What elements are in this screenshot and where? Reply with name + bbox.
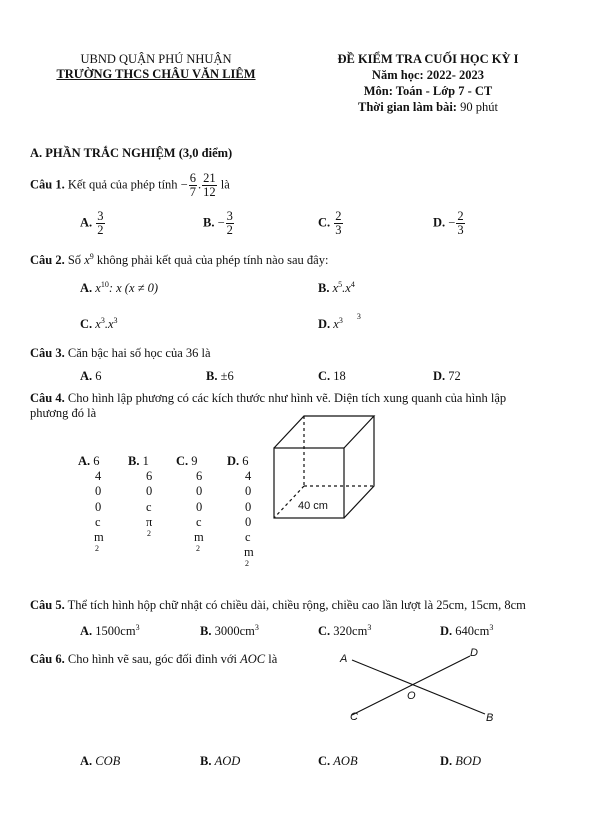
q6-option-c[interactable]: C. AOB xyxy=(318,754,358,768)
question-label: Câu 1. xyxy=(30,177,65,192)
school-year: Năm học: 2022- 2023 xyxy=(371,68,485,82)
question-text: Kết quả của phép tính xyxy=(67,177,178,192)
question-2: Câu 2. Số $x^9$ không phải kết quả của phép tính nào sau đây: xyxy=(30,252,329,268)
point-d-label: D xyxy=(470,648,478,659)
time-limit xyxy=(306,100,550,115)
question-label: Câu 2. xyxy=(30,253,65,268)
question-3: Câu 3. Căn bậc hai số học của 36 là xyxy=(30,346,211,360)
exam-title: ĐỀ KIỂM TRA CUỐI HỌC KỲ I xyxy=(337,52,519,66)
q3-option-c[interactable]: C. 18 xyxy=(318,369,346,383)
q4-option-b[interactable]: B. 1 6 0 c π 2 xyxy=(128,454,153,539)
question-label: Câu 6. xyxy=(30,652,65,666)
expr-sign: − xyxy=(180,177,188,192)
school-district: UBND QUẬN PHÚ NHUẬN xyxy=(80,52,232,66)
q4-option-a[interactable]: A. 6 4 0 0 c m 2 xyxy=(78,454,104,554)
q5-option-a[interactable]: A. $1500cm^3$ xyxy=(80,623,140,639)
q5-option-b[interactable]: B. $3000cm^3$ xyxy=(200,623,259,639)
line-ab xyxy=(352,660,485,714)
q5-option-c[interactable]: C. $320cm^3$ xyxy=(318,623,372,639)
point-b-label: B xyxy=(486,712,494,724)
section-title: A. PHẦN TRẮC NGHIỆM (3,0 điểm) xyxy=(30,146,233,160)
q1-option-d[interactable]: D. − $\frac{2}{3}$ xyxy=(433,209,464,238)
q6-option-a[interactable]: A. COB xyxy=(80,754,121,768)
q3-option-d[interactable]: D. 72 xyxy=(433,369,461,383)
subject: Môn: Toán - Lớp 7 - CT xyxy=(363,84,493,98)
question-label: Câu 3. xyxy=(30,346,65,360)
q2-option-c[interactable]: C. $x^3.x^3$ xyxy=(80,316,118,332)
question-label: Câu 4. xyxy=(30,391,65,405)
q4-option-c[interactable]: C. 9 6 0 0 c m 2 xyxy=(176,454,204,554)
q3-option-a[interactable]: A. 6 xyxy=(80,369,102,383)
q2-option-b[interactable]: B. $x^5.x^4$ xyxy=(318,280,355,296)
cube-edge-label: 40 cm xyxy=(298,500,328,512)
point-a-label: A xyxy=(340,653,348,665)
fraction: $\frac{6}{7}$ xyxy=(189,171,196,200)
angle-diagram xyxy=(330,648,505,728)
cube-diagram xyxy=(268,410,380,522)
point-c-label: C xyxy=(350,711,358,723)
q3-option-b[interactable]: B. ±6 xyxy=(206,369,234,383)
time-limit-label: Thời gian làm bài: xyxy=(358,100,457,114)
cube-top-face xyxy=(274,416,374,448)
time-limit-value: 90 phút xyxy=(460,100,498,114)
q6-option-b[interactable]: B. AOD xyxy=(200,754,241,768)
question-5: Câu 5. Thể tích hình hộp chữ nhật có chiều dài, chiều rộng, chiều cao lần lượt là 25cm, 15cm, 8cm xyxy=(30,598,526,612)
line-cd xyxy=(352,656,470,715)
q1-option-c[interactable]: C. $\frac{2}{3}$ xyxy=(318,209,342,238)
q6-option-d[interactable]: D. BOD xyxy=(440,754,481,768)
question-label: Câu 5. xyxy=(30,598,65,612)
question-4-line2: phương đó là xyxy=(30,406,97,420)
fraction: $\frac{21}{12}$ xyxy=(203,171,216,200)
q1-option-b[interactable]: B. − $\frac{3}{2}$ xyxy=(203,209,233,238)
question-suffix: là xyxy=(220,177,230,192)
school-name: TRƯỜNG THCS CHÂU VĂN LIÊM xyxy=(56,67,256,81)
question-6: Câu 6. Cho hình vẽ sau, góc đối đỉnh với AOC là xyxy=(30,652,278,666)
q5-option-d[interactable]: D. $640cm^3$ xyxy=(440,623,494,639)
point-o-label: O xyxy=(407,690,416,702)
question-1: Câu 1. Kết quả của phép tính − $\frac{6}{7}$ . $\frac{21}{12}$ là xyxy=(30,171,230,200)
q2-option-a[interactable]: A. $x^{10}$: x (x ≠ 0) xyxy=(80,280,159,296)
question-4-line1: Câu 4. Cho hình lập phương có các kích thước như hình vẽ. Diện tích xung quanh của hình lập xyxy=(30,391,507,405)
q4-option-d[interactable]: D. 6 4 0 0 0 c m 2 xyxy=(227,454,254,569)
q1-option-a[interactable]: A. $\frac{3}{2}$ xyxy=(80,209,104,238)
q2-option-d[interactable]: D. $x^3$ $^3$ xyxy=(318,312,361,332)
